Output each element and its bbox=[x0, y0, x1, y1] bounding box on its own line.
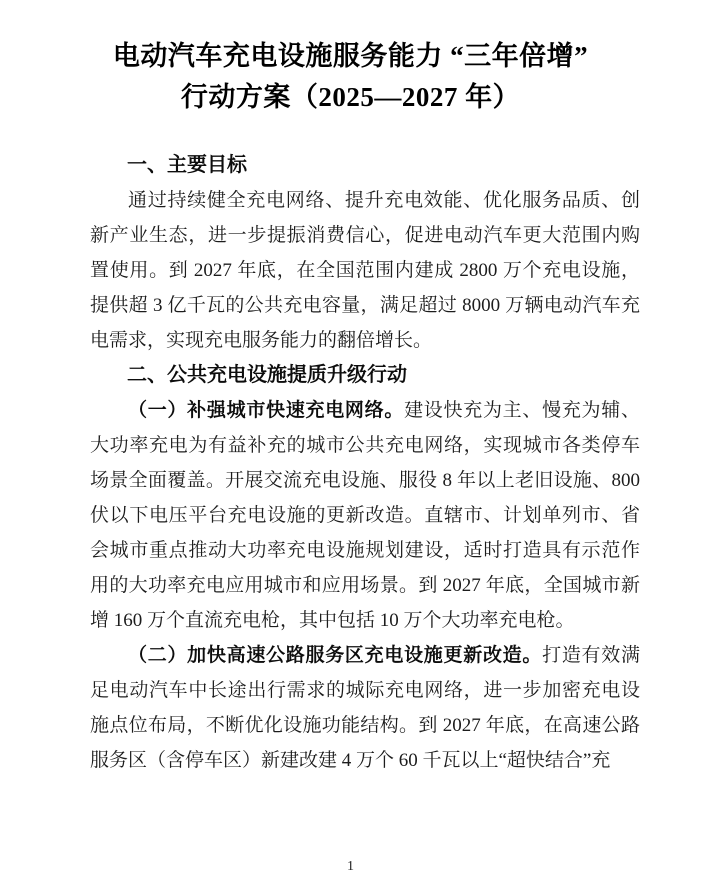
paragraph-highway-service-area-lead: （二）加快高速公路服务区充电设施更新改造。 bbox=[128, 645, 543, 666]
section-heading-main-goals: 一、主要目标 bbox=[127, 154, 247, 176]
paragraph-city-fast-charging-lead: （一）补强城市快速充电网络。 bbox=[128, 400, 405, 421]
paragraph-main-goals bbox=[90, 183, 640, 358]
document-body bbox=[90, 148, 640, 778]
document-page bbox=[0, 36, 701, 895]
paragraph-highway-service-area bbox=[90, 638, 640, 778]
document-title-line-1: 电动汽车充电设施服务能力 “三年倍增” bbox=[112, 41, 589, 71]
document-title bbox=[0, 36, 701, 118]
paragraph-city-fast-charging-text: 建设快充为主、慢充为辅、大功率充电为有益补充的城市公共充电网络，实现城市各类停车场景全面覆盖。开展交流充电设施、服役 8 年以上老旧设施、800 伏以下电压平台充电设施的更新改造。直辖市、计划单列市、省会城市重点推动大功率充电设施规划建设，适时打造具有示范作用的大功率充电应用城市和应用场景。到 2027 年底，全国城市新增 160 万个直流充电枪，其中包括 10 万个大功率充电枪。 bbox=[90, 400, 640, 631]
document-title-line-2: 行动方案（2025—2027 年） bbox=[180, 82, 521, 112]
section-heading-public-charging-upgrade: 二、公共充电设施提质升级行动 bbox=[127, 364, 407, 386]
paragraph-main-goals-text: 通过持续健全充电网络、提升充电效能、优化服务品质、创新产业生态，进一步提振消费信心，促进电动汽车更大范围内购置使用。到 2027 年底，在全国范围内建成 2800 万个充电设施，提供超 3 亿千瓦的公共充电容量，满足超过 8000 万辆电动汽车充电需求，实现充电服务能力的翻倍增长。 bbox=[90, 190, 640, 351]
paragraph-city-fast-charging bbox=[90, 393, 640, 638]
paragraph-highway-service-area-text: 打造有效满足电动汽车中长途出行需求的城际充电网络，进一步加密充电设施点位布局，不断优化设施功能结构。到 2027 年底，在高速公路服务区（含停车区）新建改建 4 万个 60 千瓦以上“超快结合”充 bbox=[90, 645, 640, 771]
page-number: 1 bbox=[347, 859, 354, 874]
